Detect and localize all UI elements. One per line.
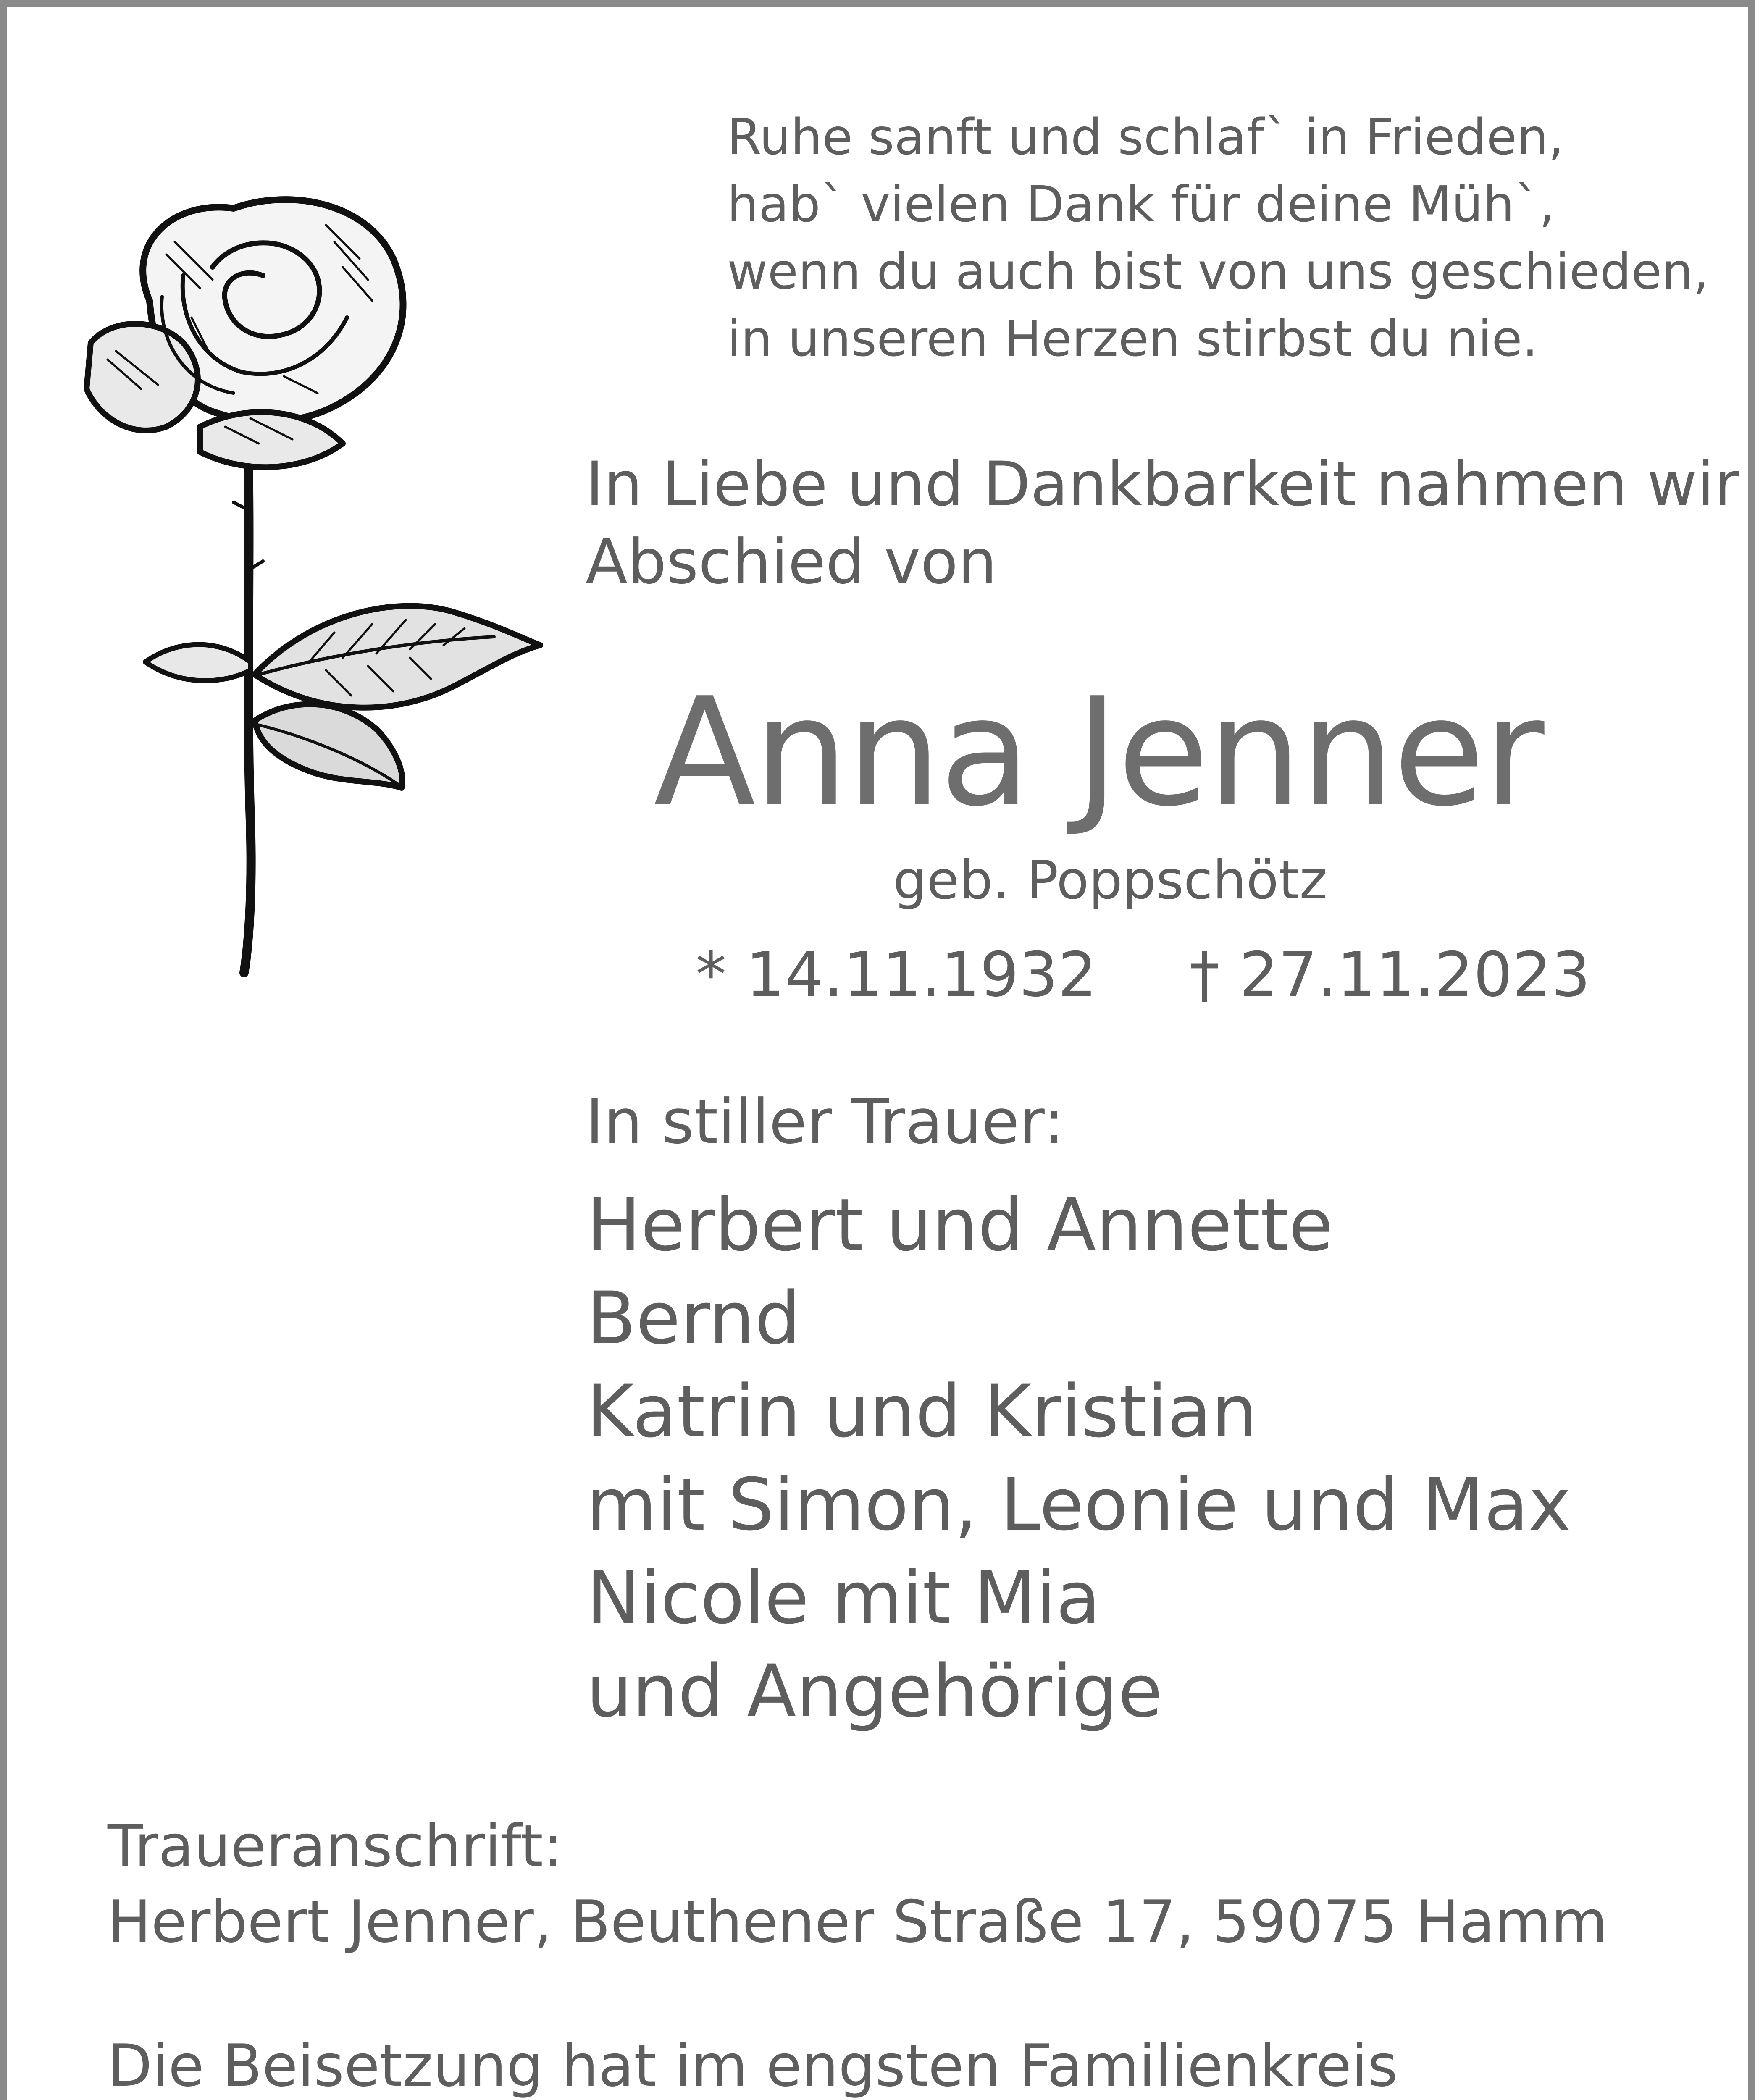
mourning-label: In stiller Trauer: <box>586 1086 1064 1158</box>
mourner-line: Herbert und Annette <box>586 1183 1333 1267</box>
funeral-note-line: Die Beisetzung hat im engsten Familienkreis <box>108 2032 1398 2100</box>
mourner-line: und Angehörige <box>586 1649 1163 1733</box>
rose-illustration-icon <box>74 192 591 990</box>
deceased-name: Anna Jenner <box>654 665 1543 839</box>
intro-line: Abschied von <box>586 526 997 598</box>
poem-line: wenn du auch bist von uns geschieden, <box>727 242 1709 300</box>
life-dates <box>696 937 1591 1013</box>
poem-line: in unseren Herzen stirbst du nie. <box>727 310 1538 368</box>
address-value: Herbert Jenner, Beuthener Straße 17, 59075 Hamm <box>108 1888 1608 1956</box>
funeral-note <box>108 2027 1398 2100</box>
mourners-list <box>586 1179 1571 1738</box>
death-date: † 27.11.2023 <box>1189 939 1591 1011</box>
mourner-line: Nicole mit Mia <box>586 1556 1101 1640</box>
mourner-line: mit Simon, Leonie und Max <box>586 1462 1571 1547</box>
poem-line: Ruhe sanft und schlaf` in Frieden, <box>727 108 1564 166</box>
mourner-line: Bernd <box>586 1276 801 1360</box>
intro-text <box>586 446 1739 601</box>
address-label: Traueranschrift: <box>108 1812 563 1880</box>
mourning-address <box>108 1809 1608 1960</box>
birth-date: * 14.11.1932 <box>696 939 1097 1011</box>
intro-line: In Liebe und Dankbarkeit nahmen wir <box>586 449 1739 520</box>
mourner-line: Katrin und Kristian <box>586 1369 1258 1454</box>
poem-line: hab` vielen Dank für deine Müh`, <box>727 175 1555 233</box>
maiden-name: geb. Poppschötz <box>893 849 1327 911</box>
poem <box>727 103 1709 372</box>
